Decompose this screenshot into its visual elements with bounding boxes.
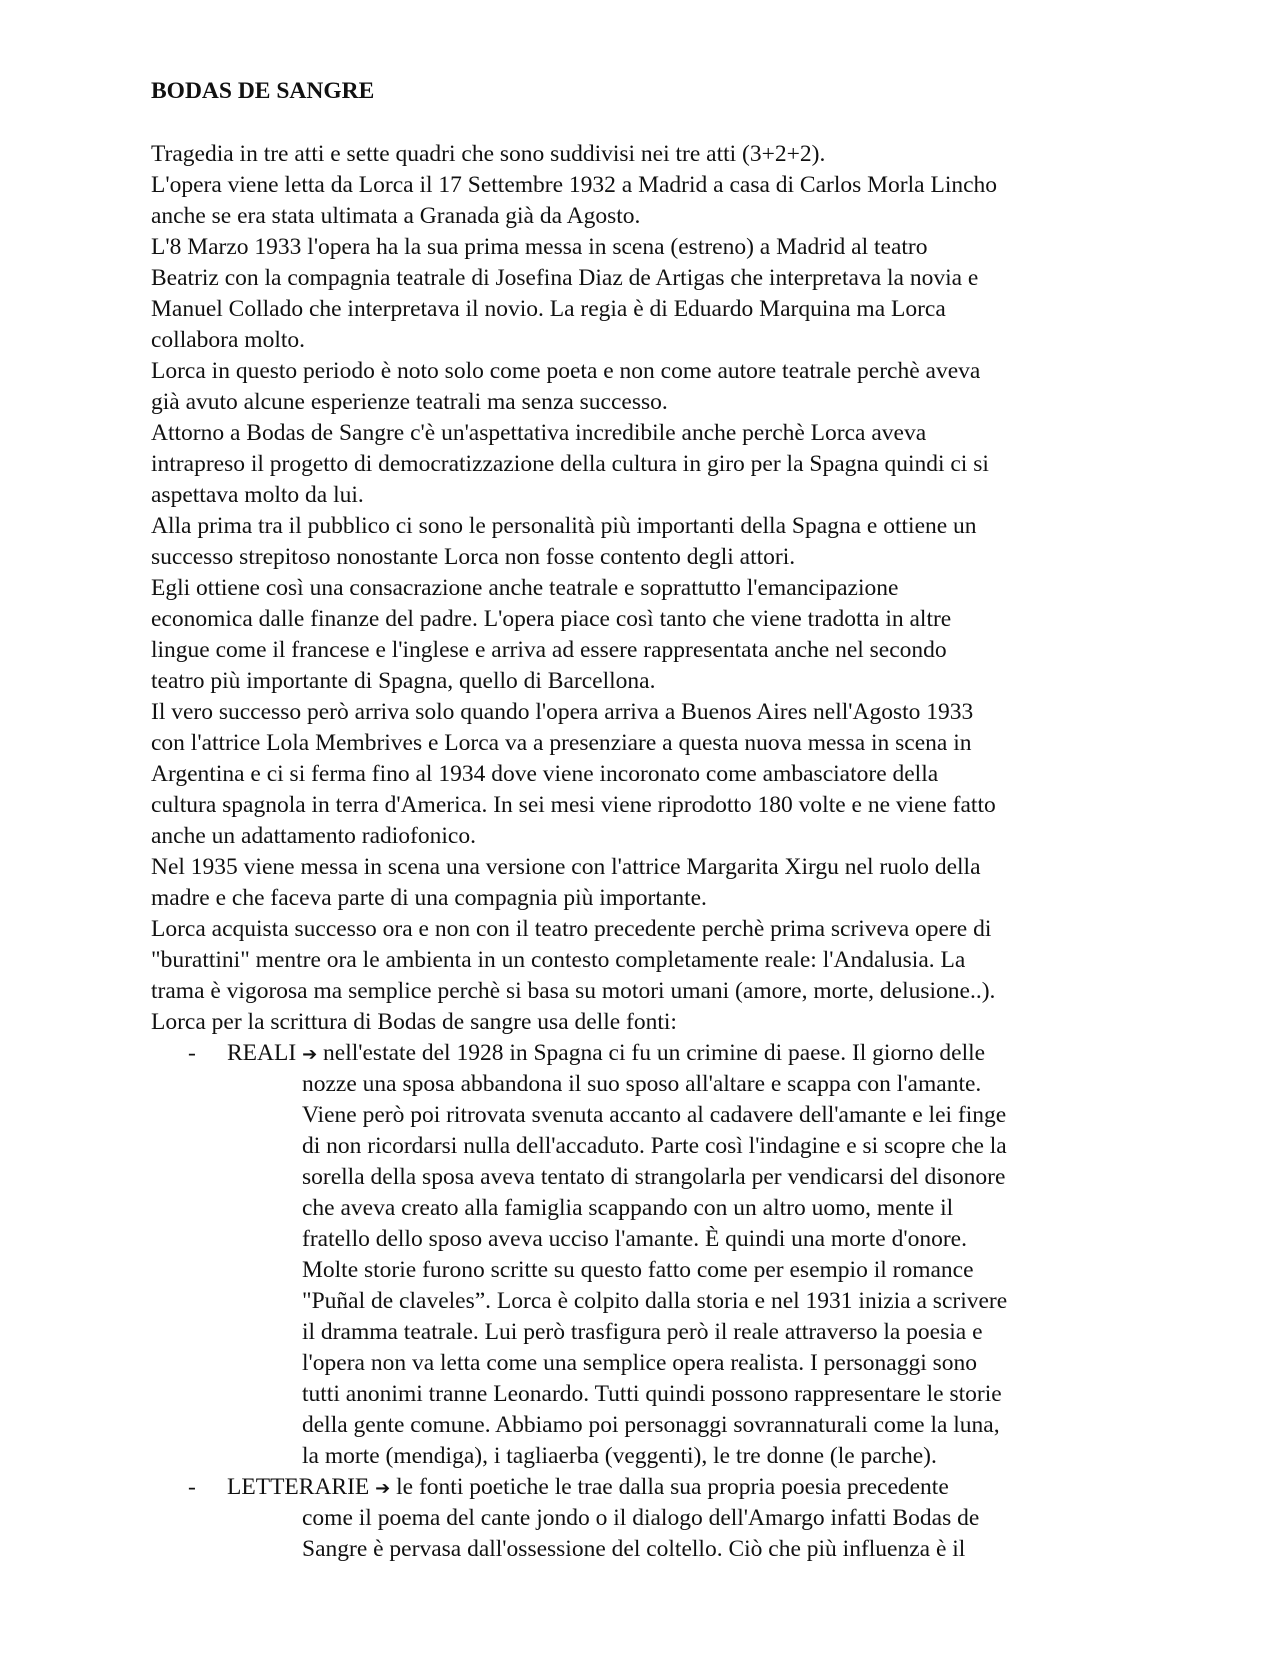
source-label: LETTERARIE [227, 1474, 370, 1500]
text-line: Lorca acquista successo ora e non con il teatro precedente perchè prima scriveva opere di [151, 916, 992, 942]
source-list-item [151, 1472, 1151, 1565]
source-lead [227, 1472, 949, 1504]
source-label: REALI [227, 1040, 297, 1066]
text-line: lingue come il francese e l'inglese e arriva ad essere rappresentata anche nel secondo [151, 637, 947, 663]
source-text-line: fratello dello sposo aveva ucciso l'amante. È quindi una morte d'onore. [302, 1226, 967, 1252]
text-line: collabora molto. [151, 327, 306, 353]
text-line: Il vero successo però arriva solo quando l'opera arriva a Buenos Aires nell'Agosto 1933 [151, 699, 974, 725]
bullet-dash: - [188, 1474, 196, 1500]
bullet-dash: - [188, 1040, 196, 1066]
text-line: Lorca per la scrittura di Bodas de sangre usa delle fonti: [151, 1009, 677, 1035]
source-lead [227, 1038, 985, 1070]
arrow-right-icon: ➔ [302, 1044, 318, 1065]
text-line: cultura spagnola in terra d'America. In sei mesi viene riprodotto 180 volte e ne viene fatto [151, 792, 996, 818]
text-line: madre e che faceva parte di una compagnia più importante. [151, 885, 707, 911]
text-line: Lorca in questo periodo è noto solo come poeta e non come autore teatrale perchè aveva [151, 358, 981, 384]
source-first-line: nell'estate del 1928 in Spagna ci fu un crimine di paese. Il giorno delle [317, 1040, 986, 1066]
text-line: già avuto alcune esperienze teatrali ma senza successo. [151, 389, 668, 415]
text-line: Tragedia in tre atti e sette quadri che sono suddivisi nei tre atti (3+2+2). [151, 141, 826, 167]
text-line: intrapreso il progetto di democratizzazione della cultura in giro per la Spagna quindi ci si [151, 451, 989, 477]
text-line: Beatriz con la compagnia teatrale di Josefina Diaz de Artigas che interpretava la novia e [151, 265, 979, 291]
source-text-line: l'opera non va letta come una semplice opera realista. I personaggi sono [302, 1350, 978, 1376]
text-line: L'opera viene letta da Lorca il 17 Settembre 1932 a Madrid a casa di Carlos Morla Lincho [151, 172, 998, 198]
text-line: Alla prima tra il pubblico ci sono le personalità più importanti della Spagna e ottiene un [151, 513, 977, 539]
source-text-line: di non ricordarsi nulla dell'accaduto. Parte così l'indagine e si scopre che la [302, 1133, 1007, 1159]
text-line: L'8 Marzo 1933 l'opera ha la sua prima messa in scena (estreno) a Madrid al teatro [151, 234, 928, 260]
source-text-line: la morte (mendiga), i tagliaerba (veggenti), le tre donne (le parche). [302, 1443, 937, 1469]
source-text-line: Viene però poi ritrovata svenuta accanto al cadavere dell'amante e lei finge [302, 1102, 1007, 1128]
text-line: Egli ottiene così una consacrazione anche teatrale e soprattutto l'emancipazione [151, 575, 899, 601]
source-text-line: della gente comune. Abbiamo poi personaggi sovrannaturali come la luna, [302, 1412, 1000, 1438]
text-line: Manuel Collado che interpretava il novio. La regia è di Eduardo Marquina ma Lorca [151, 296, 946, 322]
document-page [151, 76, 1151, 1565]
text-line: Attorno a Bodas de Sangre c'è un'aspettativa incredibile anche perchè Lorca aveva [151, 420, 927, 446]
sources-list [151, 1038, 1151, 1565]
source-text-line: Molte storie furono scritte su questo fatto come per esempio il romance [302, 1257, 974, 1283]
text-line: Nel 1935 viene messa in scena una versione con l'attrice Margarita Xirgu nel ruolo della [151, 854, 981, 880]
source-list-item [151, 1038, 1151, 1472]
source-first-line: le fonti poetiche le trae dalla sua propria poesia precedente [390, 1474, 949, 1500]
source-text-line: tutti anonimi tranne Leonardo. Tutti quindi possono rappresentare le storie [302, 1381, 1002, 1407]
source-text-line: Sangre è pervasa dall'ossessione del coltello. Ciò che più influenza è il [302, 1536, 966, 1562]
document-title: BODAS DE SANGRE [151, 78, 375, 104]
text-line: successo strepitoso nonostante Lorca non fosse contento degli attori. [151, 544, 796, 570]
text-line: anche se era stata ultimata a Granada già da Agosto. [151, 203, 641, 229]
text-line: aspettava molto da lui. [151, 482, 364, 508]
source-text-line: nozze una sposa abbandona il suo sposo all'altare e scappa con l'amante. [302, 1071, 982, 1097]
text-line: economica dalle finanze del padre. L'opera piace così tanto che viene tradotta in altre [151, 606, 952, 632]
document-body [151, 139, 1151, 1038]
text-line: con l'attrice Lola Membrives e Lorca va a presenziare a questa nuova messa in scena in [151, 730, 972, 756]
text-line: "burattini" mentre ora le ambienta in un contesto completamente reale: l'Andalusia. La [151, 947, 966, 973]
source-first-row [151, 1472, 1151, 1503]
arrow-right-icon: ➔ [375, 1478, 391, 1499]
source-text-line: che aveva creato alla famiglia scappando con un altro uomo, mente il [302, 1195, 954, 1221]
source-text-line: "Puñal de claveles”. Lorca è colpito dalla storia e nel 1931 inizia a scrivere [302, 1288, 1008, 1314]
source-text-line: il dramma teatrale. Lui però trasfigura però il reale attraverso la poesia e [302, 1319, 983, 1345]
source-first-row [151, 1038, 1151, 1069]
source-text-line: come il poema del cante jondo o il dialogo dell'Amargo infatti Bodas de [302, 1505, 980, 1531]
text-line: anche un adattamento radiofonico. [151, 823, 476, 849]
source-text-line: sorella della sposa aveva tentato di strangolarla per vendicarsi del disonore [302, 1164, 1006, 1190]
text-line: Argentina e ci si ferma fino al 1934 dove viene incoronato come ambasciatore della [151, 761, 939, 787]
text-line: teatro più importante di Spagna, quello di Barcellona. [151, 668, 656, 694]
text-line: trama è vigorosa ma semplice perchè si basa su motori umani (amore, morte, delusione..). [151, 978, 996, 1004]
